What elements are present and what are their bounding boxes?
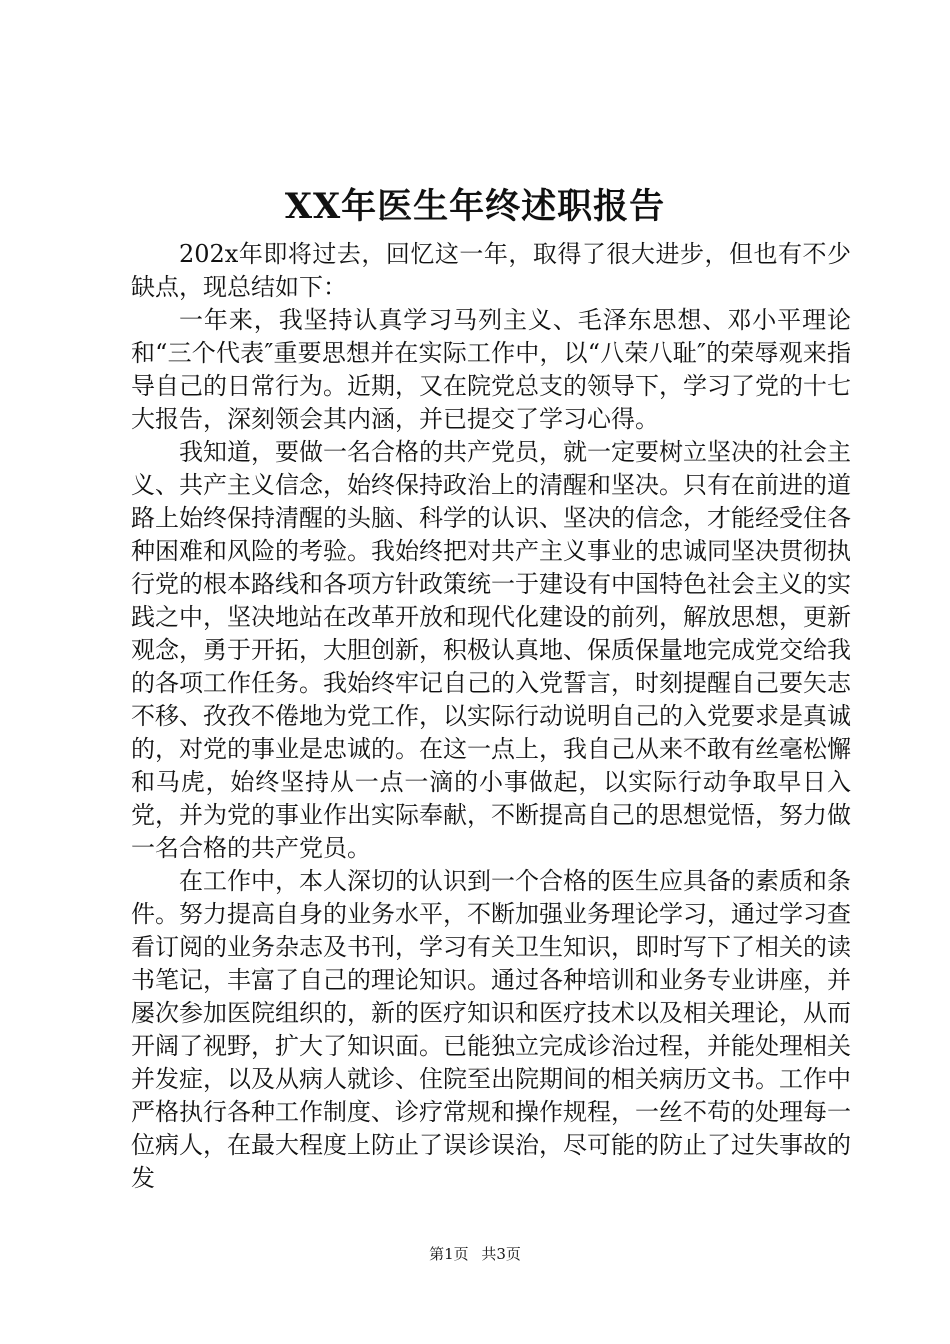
- page-total: 共3页: [481, 1245, 521, 1263]
- document-body: [131, 238, 851, 1195]
- page-footer: [0, 1244, 950, 1264]
- document-title: XX年医生年终述职报告: [284, 186, 666, 227]
- paragraph-party-member: 我知道，要做一名合格的共产党员，就一定要树立坚决的社会主义、共产主义信念，始终保持政治上的清醒和坚决。只有在前进的道路上始终保持清醒的头脑、科学的认识、坚决的信念，才能经受住各种困难和风险的考验。我始终把对共产主义事业的忠诚同坚决贯彻执行党的根本路线和各项方针政策统一于建设有中国特色社会主义的实践之中，坚决地站在改革开放和现代化建设的前列，解放思想，更新观念，勇于开拓，大胆创新，积极认真地、保质保量地完成党交给我的各项工作任务。我始终牢记自己的入党誓言，时刻提醒自己要矢志不移、孜孜不倦地为党工作，以实际行动说明自己的入党要求是真诚的，对党的事业是忠诚的。在这一点上，我自己从来不敢有丝毫松懈和马虎，始终坚持从一点一滴的小事做起，以实际行动争取早日入党，并为党的事业作出实际奉献，不断提高自己的思想觉悟，努力做一名合格的共产党员。: [131, 438, 851, 862]
- paragraph-intro: 202x年即将过去，回忆这一年，取得了很大进步，但也有不少缺点，现总结如下：: [131, 240, 851, 301]
- paragraph-study: 一年来，我坚持认真学习马列主义、毛泽东思想、邓小平理论和“三个代表″重要思想并在实际工作中，以“八荣八耻″的荣辱观来指导自己的日常行为。近期，又在院党总支的领导下，学习了党的十七大报告，深刻领会其内涵，并已提交了学习心得。: [131, 306, 851, 433]
- paragraph-work: 在工作中，本人深切的认识到一个合格的医生应具备的素质和条件。努力提高自身的业务水平，不断加强业务理论学习，通过学习查看订阅的业务杂志及书刊，学习有关卫生知识，即时写下了相关的读书笔记，丰富了自己的理论知识。通过各种培训和业务专业讲座，并屡次参加医院组织的，新的医疗知识和医疗技术以及相关理论，从而开阔了视野，扩大了知识面。已能独立完成诊治过程，并能处理相关并发症，以及从病人就诊、住院至出院期间的相关病历文书。工作中严格执行各种工作制度、诊疗常规和操作规程，一丝不苟的处理每一位病人，在最大程度上防止了误诊误治，尽可能的防止了过失事故的发: [131, 867, 851, 1192]
- page-number: 第1页: [429, 1245, 469, 1263]
